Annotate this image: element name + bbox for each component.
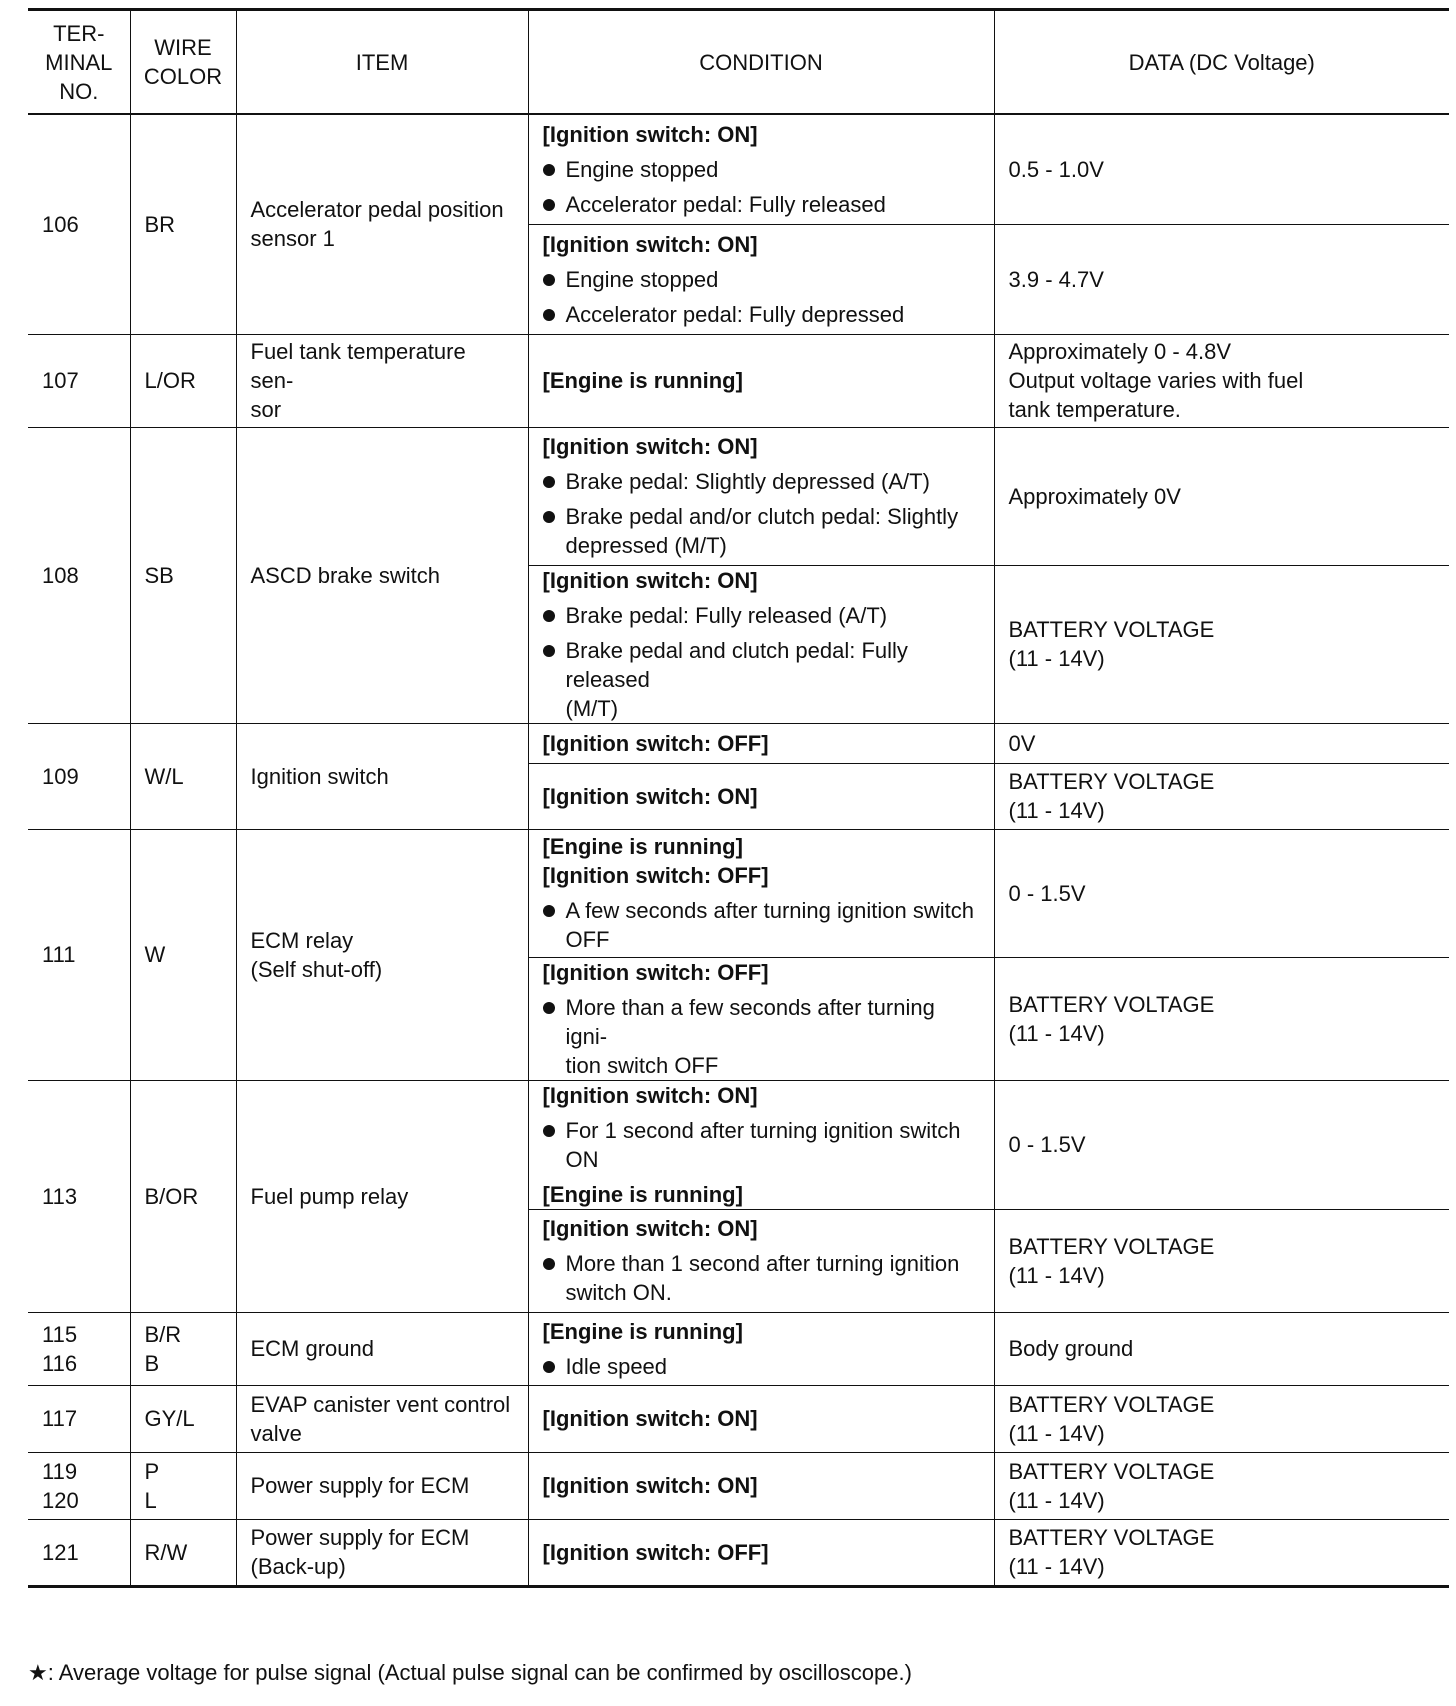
item-cell bbox=[236, 1080, 528, 1312]
bullet-icon bbox=[543, 199, 555, 211]
bullet-text: Idle speed bbox=[565, 1353, 668, 1379]
condition-cell bbox=[528, 114, 994, 224]
condition-label: [Ignition switch: OFF] bbox=[542, 1539, 769, 1565]
wire-color-cell-text: GY/L bbox=[144, 1406, 195, 1431]
item-cell-text: Accelerator pedal position sensor 1 bbox=[250, 197, 504, 252]
wire-color-cell-text: R/W bbox=[144, 1539, 188, 1565]
terminal-no-cell bbox=[28, 1080, 130, 1312]
terminal-no-cell-text: 106 bbox=[42, 211, 79, 237]
bullet-text: More than 1 second after turning ignition switch ON. bbox=[565, 1251, 960, 1305]
item-cell-text: Fuel pump relay bbox=[250, 1183, 409, 1209]
wire-color-cell bbox=[130, 1080, 236, 1312]
condition-label: [Ignition switch: ON] bbox=[542, 567, 758, 593]
item-cell bbox=[236, 723, 528, 829]
condition-label: [Ignition switch: ON] bbox=[542, 121, 758, 147]
condition-bullet bbox=[543, 636, 980, 723]
bullet-icon bbox=[543, 610, 555, 622]
condition-cell bbox=[528, 1312, 994, 1385]
wire-color-cell-text: B/OR bbox=[144, 1183, 199, 1209]
data-voltage-cell-text: BATTERY VOLTAGE (11 - 14V) bbox=[1008, 1458, 1215, 1513]
item-cell bbox=[236, 114, 528, 334]
bullet-icon bbox=[543, 645, 555, 657]
terminal-no-cell-text: 107 bbox=[42, 368, 79, 393]
wire-color-cell-text: B/R B bbox=[144, 1321, 182, 1376]
item-cell bbox=[236, 334, 528, 427]
data-voltage-cell-text: 0.5 - 1.0V bbox=[1008, 156, 1104, 182]
data-voltage-cell-text: BATTERY VOLTAGE (11 - 14V) bbox=[1008, 991, 1215, 1046]
condition-label-secondary: [Engine is running] bbox=[542, 1181, 743, 1207]
item-cell-text: ASCD brake switch bbox=[250, 562, 441, 588]
wire-color-cell-text: W/L bbox=[144, 763, 184, 789]
terminal-no-cell-text: 117 bbox=[42, 1406, 78, 1431]
condition-cell bbox=[528, 1080, 994, 1209]
data-voltage-cell bbox=[994, 829, 1449, 957]
wire-color-cell bbox=[130, 334, 236, 427]
condition-label: [Ignition switch: ON] bbox=[542, 1082, 758, 1108]
footnote bbox=[28, 1658, 912, 1688]
terminal-no-cell bbox=[28, 829, 130, 1080]
item-cell bbox=[236, 829, 528, 1080]
terminal-no-cell bbox=[28, 1452, 130, 1519]
item-cell-text: Power supply for ECM bbox=[250, 1473, 470, 1498]
terminal-no-cell-text: 115 116 bbox=[42, 1321, 78, 1376]
data-voltage-cell bbox=[994, 763, 1449, 829]
condition-label: [Ignition switch: ON] bbox=[542, 783, 758, 809]
condition-label: [Engine is running] bbox=[542, 1318, 743, 1344]
table-row bbox=[28, 334, 1449, 427]
condition-cell bbox=[528, 829, 994, 957]
data-voltage-cell-text: 0V bbox=[1008, 730, 1036, 756]
terminal-no-cell bbox=[28, 334, 130, 427]
footnote-text: : Average voltage for pulse signal (Actual pulse signal can be confirmed by oscilloscope.) bbox=[47, 1660, 912, 1685]
condition-bullet bbox=[543, 190, 980, 219]
data-voltage-cell-text: BATTERY VOLTAGE (11 - 14V) bbox=[1008, 1391, 1215, 1446]
condition-cell bbox=[528, 334, 994, 427]
terminal-no-cell bbox=[28, 1519, 130, 1586]
item-cell bbox=[236, 1312, 528, 1385]
bullet-text: More than a few seconds after turning igni- tion switch OFF bbox=[565, 994, 935, 1078]
item-cell bbox=[236, 427, 528, 723]
data-voltage-cell-text: BATTERY VOLTAGE (11 - 14V) bbox=[1008, 769, 1215, 823]
condition-cell bbox=[528, 1385, 994, 1452]
data-voltage-cell-text: BATTERY VOLTAGE (11 - 14V) bbox=[1008, 1525, 1215, 1579]
terminal-no-cell-text: 119 120 bbox=[42, 1458, 79, 1513]
bullet-text: Brake pedal and clutch pedal: Fully released (M/T) bbox=[565, 637, 908, 721]
terminal-no-cell bbox=[28, 114, 130, 334]
condition-bullet bbox=[543, 1116, 980, 1174]
bullet-icon bbox=[543, 1125, 555, 1137]
condition-label: [Ignition switch: ON] bbox=[542, 1216, 758, 1241]
condition-cell bbox=[528, 1452, 994, 1519]
bullet-icon bbox=[543, 309, 555, 321]
bullet-text: Brake pedal: Slightly depressed (A/T) bbox=[565, 469, 930, 494]
condition-bullet bbox=[543, 1352, 980, 1381]
bullet-text: A few seconds after turning ignition switch OFF bbox=[565, 898, 974, 952]
data-voltage-cell-text: 3.9 - 4.7V bbox=[1008, 266, 1104, 292]
data-voltage-cell bbox=[994, 224, 1449, 334]
condition-bullet bbox=[543, 1249, 980, 1307]
condition-bullet bbox=[543, 502, 980, 560]
item-cell-text: Power supply for ECM (Back-up) bbox=[250, 1525, 470, 1579]
data-voltage-cell bbox=[994, 1209, 1449, 1312]
condition-cell bbox=[528, 723, 994, 763]
bullet-text: For 1 second after turning ignition switch ON bbox=[565, 1117, 961, 1172]
data-voltage-cell-text: Approximately 0V bbox=[1008, 483, 1181, 509]
bullet-text: Brake pedal and/or clutch pedal: Slightly depressed (M/T) bbox=[565, 504, 959, 558]
data-voltage-cell bbox=[994, 334, 1449, 427]
terminal-no-cell-text: 111 bbox=[42, 942, 76, 967]
data-voltage-cell bbox=[994, 1519, 1449, 1586]
data-voltage-cell bbox=[994, 565, 1449, 723]
table-row bbox=[28, 1080, 1449, 1209]
terminal-no-cell bbox=[28, 723, 130, 829]
wire-color-cell-text: BR bbox=[144, 211, 176, 237]
terminal-no-cell bbox=[28, 1312, 130, 1385]
condition-bullet bbox=[543, 993, 980, 1080]
bullet-text: Accelerator pedal: Fully depressed bbox=[565, 301, 905, 327]
star-icon: ★ bbox=[28, 1660, 48, 1685]
condition-cell bbox=[528, 1209, 994, 1312]
wire-color-cell bbox=[130, 114, 236, 334]
terminal-no-cell bbox=[28, 427, 130, 723]
bullet-icon bbox=[543, 905, 555, 917]
bullet-text: Brake pedal: Fully released (A/T) bbox=[565, 602, 888, 628]
condition-label: [Ignition switch: OFF] bbox=[542, 730, 769, 756]
condition-label: [Ignition switch: OFF] bbox=[542, 959, 769, 985]
condition-bullet bbox=[543, 155, 980, 184]
bullet-icon bbox=[543, 164, 555, 176]
bullet-icon bbox=[543, 1002, 555, 1014]
condition-cell bbox=[528, 565, 994, 723]
data-voltage-cell bbox=[994, 114, 1449, 224]
condition-bullet bbox=[543, 265, 980, 294]
condition-label: [Engine is running] [Ignition switch: OFF] bbox=[542, 834, 769, 888]
terminal-no-cell bbox=[28, 1385, 130, 1452]
condition-cell bbox=[528, 427, 994, 565]
wire-color-cell-text: L/OR bbox=[144, 368, 196, 393]
table-row bbox=[28, 1312, 1449, 1385]
condition-bullet bbox=[543, 467, 980, 496]
table-row bbox=[28, 427, 1449, 565]
wire-color-cell bbox=[130, 829, 236, 1080]
header-item: ITEM bbox=[236, 10, 528, 115]
wire-color-cell bbox=[130, 1312, 236, 1385]
bullet-icon bbox=[543, 1361, 555, 1373]
condition-label: [Ignition switch: ON] bbox=[542, 434, 758, 459]
wire-color-cell bbox=[130, 1452, 236, 1519]
item-cell-text: Ignition switch bbox=[250, 763, 389, 789]
wire-color-cell-text: SB bbox=[144, 562, 174, 588]
table-row bbox=[28, 723, 1449, 763]
condition-label: [Ignition switch: ON] bbox=[542, 1473, 758, 1498]
data-voltage-cell bbox=[994, 427, 1449, 565]
wire-color-cell bbox=[130, 427, 236, 723]
condition-label: [Ignition switch: ON] bbox=[542, 231, 758, 257]
data-voltage-cell bbox=[994, 1312, 1449, 1385]
wire-color-cell bbox=[130, 1385, 236, 1452]
table-row bbox=[28, 829, 1449, 957]
wire-color-cell bbox=[130, 723, 236, 829]
item-cell bbox=[236, 1452, 528, 1519]
condition-cell bbox=[528, 763, 994, 829]
bullet-icon bbox=[543, 274, 555, 286]
condition-cell bbox=[528, 224, 994, 334]
terminal-no-cell-text: 113 bbox=[42, 1183, 78, 1209]
terminal-no-cell-text: 121 bbox=[42, 1539, 79, 1565]
data-voltage-cell bbox=[994, 1080, 1449, 1209]
data-voltage-cell-text: BATTERY VOLTAGE (11 - 14V) bbox=[1008, 1233, 1215, 1288]
header-wire-color: WIRE COLOR bbox=[130, 10, 236, 115]
table-row bbox=[28, 1385, 1449, 1452]
item-cell-text: ECM relay (Self shut-off) bbox=[250, 927, 383, 982]
condition-bullet bbox=[543, 300, 980, 329]
header-condition: CONDITION bbox=[528, 10, 994, 115]
bullet-text: Engine stopped bbox=[565, 156, 719, 182]
bullet-icon bbox=[543, 476, 555, 488]
header-data: DATA (DC Voltage) bbox=[994, 10, 1449, 115]
data-voltage-cell bbox=[994, 957, 1449, 1080]
item-cell-text: Fuel tank temperature sen- sor bbox=[250, 339, 466, 422]
condition-cell bbox=[528, 957, 994, 1080]
item-cell bbox=[236, 1385, 528, 1452]
terminal-no-cell-text: 108 bbox=[42, 562, 79, 588]
bullet-icon bbox=[543, 511, 555, 523]
table-body bbox=[28, 114, 1449, 1586]
data-voltage-cell-text: 0 - 1.5V bbox=[1008, 1132, 1086, 1157]
data-voltage-cell-text: BATTERY VOLTAGE (11 - 14V) bbox=[1008, 617, 1215, 671]
bullet-text: Accelerator pedal: Fully released bbox=[565, 191, 886, 217]
data-voltage-cell bbox=[994, 723, 1449, 763]
condition-bullet bbox=[543, 896, 980, 954]
condition-bullet bbox=[543, 601, 980, 630]
wire-color-cell bbox=[130, 1519, 236, 1586]
data-voltage-cell-text: Body ground bbox=[1008, 1336, 1134, 1361]
condition-label: [Engine is running] bbox=[542, 368, 743, 393]
data-voltage-cell-text: Approximately 0 - 4.8V Output voltage varies with fuel tank temperature. bbox=[1008, 339, 1304, 422]
data-voltage-cell bbox=[994, 1452, 1449, 1519]
terminal-no-cell-text: 109 bbox=[42, 763, 79, 789]
bullet-text: Engine stopped bbox=[565, 266, 719, 292]
item-cell-text: ECM ground bbox=[250, 1336, 375, 1361]
ecm-terminal-table bbox=[28, 8, 1449, 1588]
bullet-icon bbox=[543, 1258, 555, 1270]
data-voltage-cell bbox=[994, 1385, 1449, 1452]
table-row bbox=[28, 1452, 1449, 1519]
table-header-row bbox=[28, 10, 1449, 115]
item-cell bbox=[236, 1519, 528, 1586]
item-cell-text: EVAP canister vent control valve bbox=[250, 1391, 511, 1446]
data-voltage-cell-text: 0 - 1.5V bbox=[1008, 880, 1086, 906]
table-row bbox=[28, 114, 1449, 224]
condition-label: [Ignition switch: ON] bbox=[542, 1406, 758, 1431]
table-row bbox=[28, 1519, 1449, 1586]
wire-color-cell-text: W bbox=[144, 942, 166, 967]
condition-cell bbox=[528, 1519, 994, 1586]
header-terminal-no: TER- MINAL NO. bbox=[28, 10, 130, 115]
wire-color-cell-text: P L bbox=[144, 1458, 160, 1513]
